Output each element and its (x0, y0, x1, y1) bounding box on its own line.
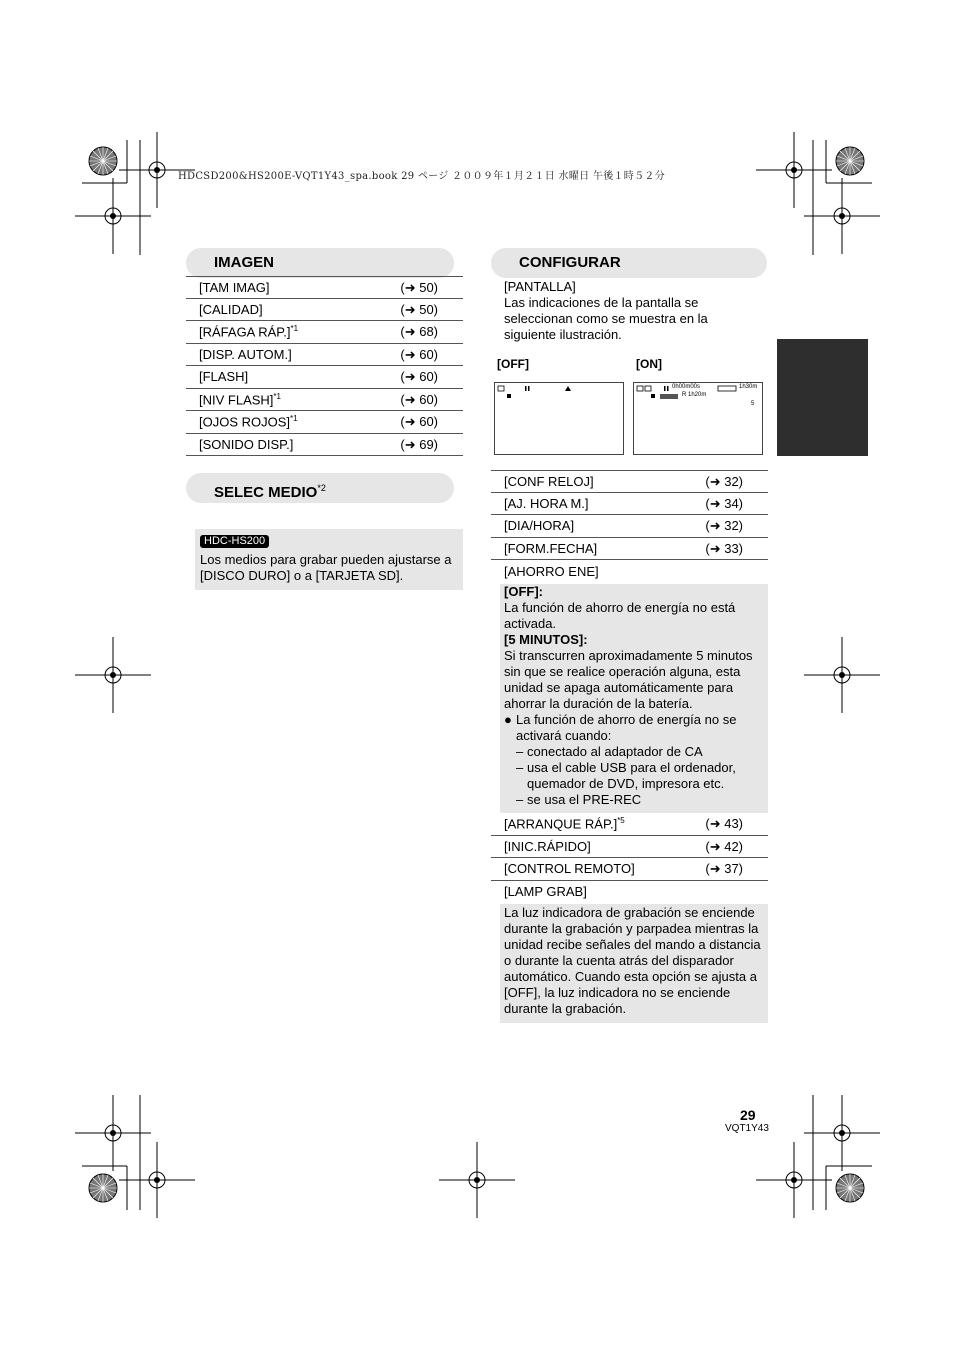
page-reference: (➜ 68) (400, 324, 438, 339)
menu-item-label: [DIA/HORA] (504, 518, 575, 533)
lamp-row (491, 881, 768, 904)
ahorro-dash-1: – conectado al adaptador de CA (516, 744, 703, 759)
page-reference: (➜ 60) (400, 346, 438, 362)
menu-item-label: [SONIDO DISP.] (199, 436, 294, 452)
menu-row (491, 493, 768, 516)
footnote-marker: *1 (290, 414, 298, 423)
menu-item-label: [INIC.RÁPIDO] (504, 838, 591, 854)
menu-item-label: [RÁFAGA RÁP.]$^{*1}$ (199, 324, 299, 340)
page-code: VQT1Y43 (725, 1123, 769, 1134)
on-time: 0h00m00s (672, 384, 701, 390)
imagen-menu-list (186, 276, 463, 456)
configurar-section-title: CONFIGURAR (491, 248, 767, 278)
page-reference: (➜ 32) (705, 518, 743, 533)
menu-item-label: [AJ. HORA M.] (504, 495, 589, 511)
pantalla-block (504, 279, 724, 343)
configurar-menu-list-b (491, 813, 768, 881)
pantalla-text: Las indicaciones de la pantalla se seleccionan como se muestra en la siguiente ilustración. (504, 295, 708, 342)
section-tab (777, 339, 868, 456)
ahorro-row (491, 561, 768, 584)
selec-medio-text: Los medios para grabar pueden ajustarse a [DISCO DURO] o a [TARJETA SD]. (200, 552, 452, 583)
menu-item-label: [ARRANQUE RÁP.]$^{*5}$ (504, 816, 625, 832)
bullet-icon: ● (504, 712, 512, 727)
menu-row (491, 538, 768, 561)
screen-on-illustration (633, 382, 763, 455)
ahorro-bullet-text: La función de ahorro de energía no se activará cuando: (516, 712, 737, 743)
lamp-row-wrap (491, 881, 768, 904)
on-rec: R 1h20m (682, 392, 707, 398)
ahorro-row-wrap (491, 561, 768, 584)
footnote-marker: *1 (273, 391, 281, 401)
ahorro-off-text: La función de ahorro de energía no está activada. (504, 600, 736, 631)
ahorro-off-head: [OFF]: (504, 584, 543, 599)
menu-item-label: [NIV FLASH]$^{*1}$ (199, 391, 281, 407)
on-count: 5 (751, 401, 755, 407)
menu-item-label: [CALIDAD] (199, 301, 263, 317)
menu-row (491, 858, 768, 881)
page-reference: (➜ 60) (400, 391, 438, 407)
pantalla-label: [PANTALLA] (504, 279, 576, 294)
page-reference: (➜ 42) (705, 838, 743, 854)
menu-item-label: [FLASH] (199, 369, 249, 384)
page-reference: (➜ 60) (400, 414, 438, 429)
menu-row (186, 321, 463, 344)
screen-off-illustration (494, 382, 624, 455)
menu-row (491, 515, 768, 538)
menu-row (186, 434, 463, 457)
menu-item-label: [CONF RELOJ] (504, 474, 594, 489)
model-badge: HDC-HS200 (200, 535, 269, 548)
print-header-line: HDCSD200&HS200E-VQT1Y43_spa.book 29 ページ ２００９年１月２１日 水曜日 午後１時５２分 (178, 171, 666, 182)
ahorro-note (500, 584, 768, 813)
menu-row (491, 836, 768, 859)
imagen-section-title: IMAGEN (186, 248, 454, 278)
menu-row (186, 411, 463, 434)
lamp-label: [LAMP GRAB] (504, 884, 587, 899)
lamp-note: La luz indicadora de grabación se enciende durante la grabación y parpadea mientras la unidad recibe señales del mando a distancia o durante la cuenta atrás del disparador automático. Cuando esta opción se ajusta a [OFF], la luz indicadora no se enciende durante la grabación. (500, 904, 768, 1023)
ahorro-min-head: [5 MINUTOS]: (504, 632, 588, 647)
menu-row (186, 389, 463, 412)
menu-row (491, 813, 768, 836)
menu-row (186, 344, 463, 367)
page-number: 29 (740, 1107, 756, 1123)
ahorro-bullet (504, 712, 764, 744)
page-reference: (➜ 43) (705, 816, 743, 831)
menu-row (186, 276, 463, 299)
ahorro-label: [AHORRO ENE] (504, 564, 599, 579)
page-reference: (➜ 60) (400, 369, 438, 384)
menu-row (491, 470, 768, 493)
footnote-marker: *1 (290, 324, 299, 333)
page-reference: (➜ 37) (705, 861, 743, 876)
menu-item-label: [TAM IMAG] (199, 280, 270, 295)
selec-medio-note (195, 529, 463, 590)
on-remain: 1h30m (739, 384, 758, 390)
page-reference: (➜ 33) (705, 540, 743, 556)
configurar-menu-list-a (491, 470, 768, 560)
menu-item-label: [DISP. AUTOM.] (199, 346, 292, 362)
on-label: [ON] (636, 357, 662, 371)
menu-item-label: [FORM.FECHA] (504, 540, 598, 556)
page-reference: (➜ 69) (400, 436, 438, 452)
ahorro-dash-3: – se usa el PRE-REC (516, 792, 642, 807)
page-reference: (➜ 32) (705, 474, 743, 489)
menu-row (186, 366, 463, 389)
page-reference: (➜ 50) (400, 280, 438, 295)
menu-row (186, 299, 463, 322)
screen-off-icons (495, 383, 623, 454)
selec-medio-section-title: SELEC MEDIO$^{*2}$ (186, 473, 454, 503)
ahorro-dash-2: – usa el cable USB para el ordenador, quemador de DVD, impresora etc. (516, 760, 736, 791)
footnote-marker: *5 (617, 816, 625, 825)
off-label: [OFF] (497, 357, 529, 371)
ahorro-min-text: Si transcurren aproximadamente 5 minutos sin que se realice operación alguna, esta unidad se apaga automáticamente para ahorrar la duración de la batería. (504, 648, 753, 711)
menu-item-label: [OJOS ROJOS]$^{*1}$ (199, 414, 298, 430)
page-reference: (➜ 50) (400, 301, 438, 317)
menu-item-label: [CONTROL REMOTO] (504, 861, 635, 876)
page-reference: (➜ 34) (705, 495, 743, 511)
